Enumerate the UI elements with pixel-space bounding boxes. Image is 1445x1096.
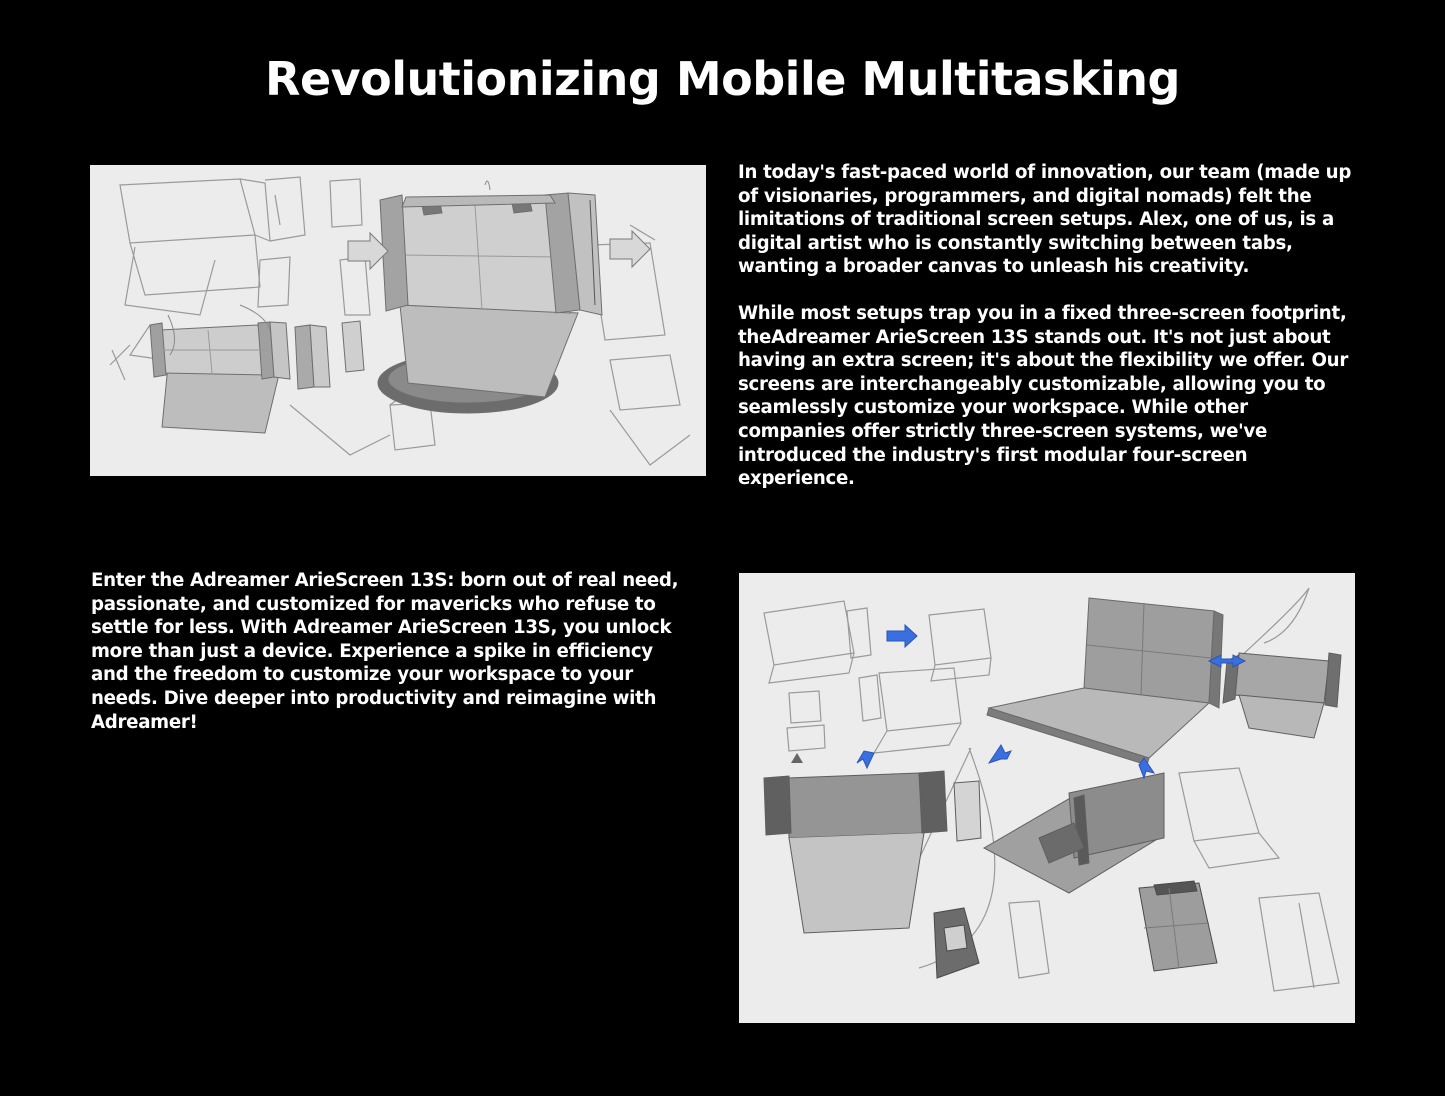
sketch-drawing-laptop bbox=[739, 573, 1355, 1023]
concept-sketch-image-modules bbox=[90, 165, 706, 476]
page-title: Revolutionizing Mobile Multitasking bbox=[265, 52, 1180, 106]
sketch-drawing-modules bbox=[90, 165, 706, 476]
concept-sketch-image-laptop bbox=[739, 573, 1355, 1023]
closing-paragraph: Enter the Adreamer ArieScreen 13S: born out of real need, passionate, and customized for mavericks who refuse to settle for less. With Adreamer ArieScreen 13S, you unlock more than just a device. Experience a spike in efficiency and the freedom to customize your workspace to your needs. Dive deeper into productivity and reimagine with Adreamer! bbox=[91, 570, 679, 733]
intro-paragraph-1: In today's fast-paced world of innovation, our team (made up of visionaries, programmers, and digital nomads) felt the limitations of traditional screen setups. Alex, one of us, is a digital artist who is constantly switching between tabs, wanting a broader canvas to unleash his creativity. bbox=[738, 162, 1352, 278]
intro-paragraph-2: While most setups trap you in a fixed three-screen footprint, theAdreamer ArieScreen 13S stands out. It's not just about having an extra screen; it's about the flexibility we offer. Our screens are interchangeably customizable, allowing you to seamlessly customize your workspace. While other companies offer strictly three-screen systems, we've introduced the industry's first modular four-screen experience. bbox=[738, 303, 1348, 490]
